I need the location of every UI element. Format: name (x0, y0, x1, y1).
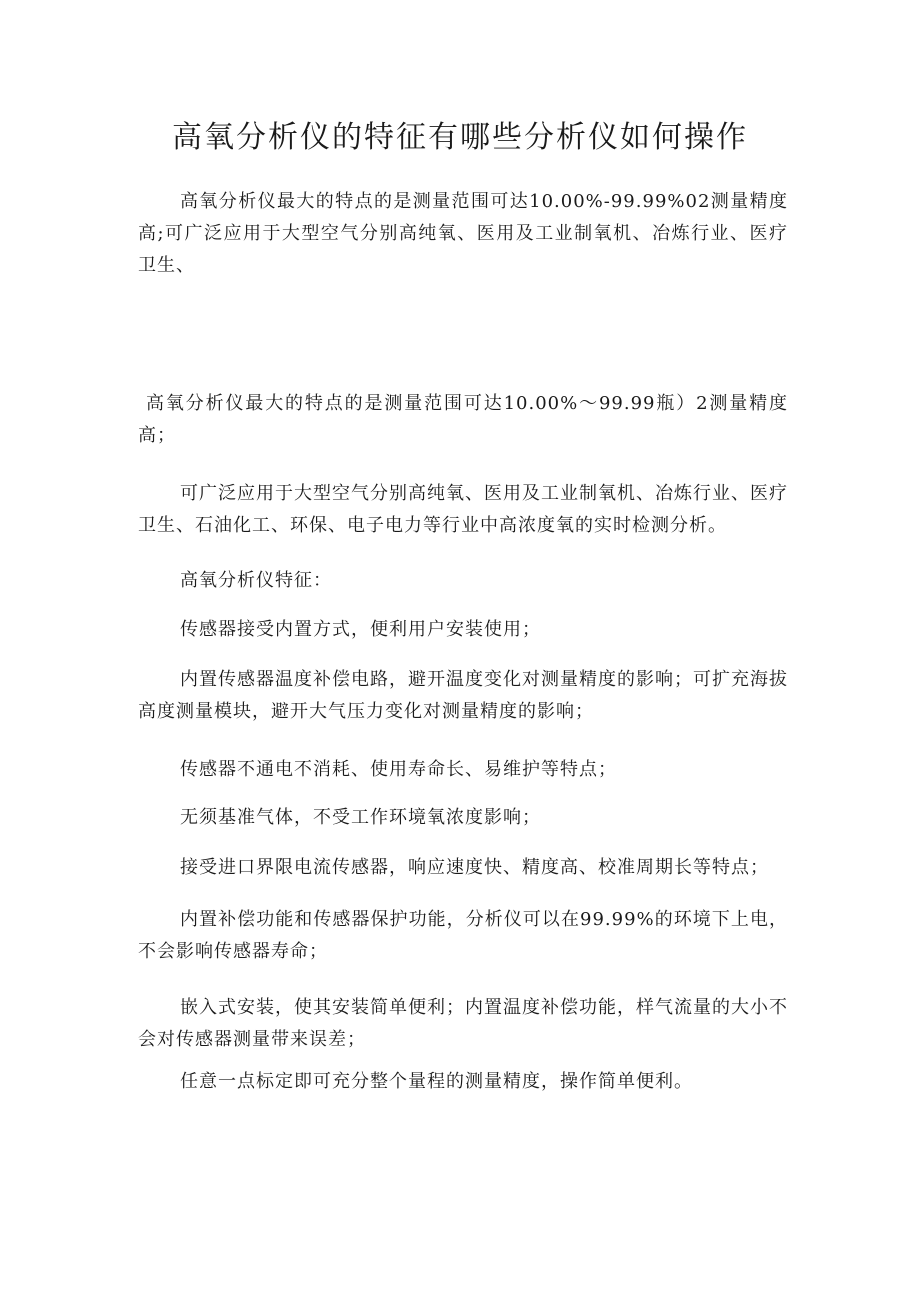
paragraph-9: 内置补偿功能和传感器保护功能，分析仪可以在99.99%的环境下上电，不会影响传感器寿命； (138, 909, 788, 962)
paragraph-10: 嵌入式安装，使其安装简单便利；内置温度补偿功能，样气流量的大小不会对传感器测量带来误差； (138, 997, 788, 1050)
paragraph-2: 可广泛应用于大型空气分别高纯氧、医用及工业制氧机、冶炼行业、医疗卫生、石油化工、环保、电子电力等行业中高浓度氧的实时检测分析。 (138, 483, 788, 536)
paragraph-6: 传感器不通电不消耗、使用寿命长、易维护等特点； (180, 759, 617, 780)
paragraph-7: 无须基准气体，不受工作环境氧浓度影响； (180, 807, 541, 828)
paragraph-8: 接受进口界限电流传感器，响应速度快、精度高、校准周期长等特点； (180, 857, 769, 878)
paragraph-11: 任意一点标定即可充分整个量程的测量精度，操作简单便利。 (180, 1071, 693, 1092)
intro-paragraph: 高氧分析仪最大的特点的是测量范围可达10.00%-99.99%02测量精度高;可广泛应用于大型空气分别高纯氧、医用及工业制氧机、冶炼行业、医疗卫生、 (138, 191, 788, 276)
paragraph-5: 内置传感器温度补偿电路，避开温度变化对测量精度的影响；可扩充海拔高度测量模块，避开大气压力变化对测量精度的影响； (138, 669, 788, 722)
paragraph-3: 高氧分析仪特征： (180, 570, 332, 591)
document-title: 高氧分析仪的特征有哪些分析仪如何操作 (172, 120, 748, 155)
paragraph-1: 高氧分析仪最大的特点的是测量范围可达10.00%～99.99瓶）2测量精度高； (138, 393, 788, 446)
paragraph-4: 传感器接受内置方式，便利用户安装使用； (180, 619, 541, 640)
